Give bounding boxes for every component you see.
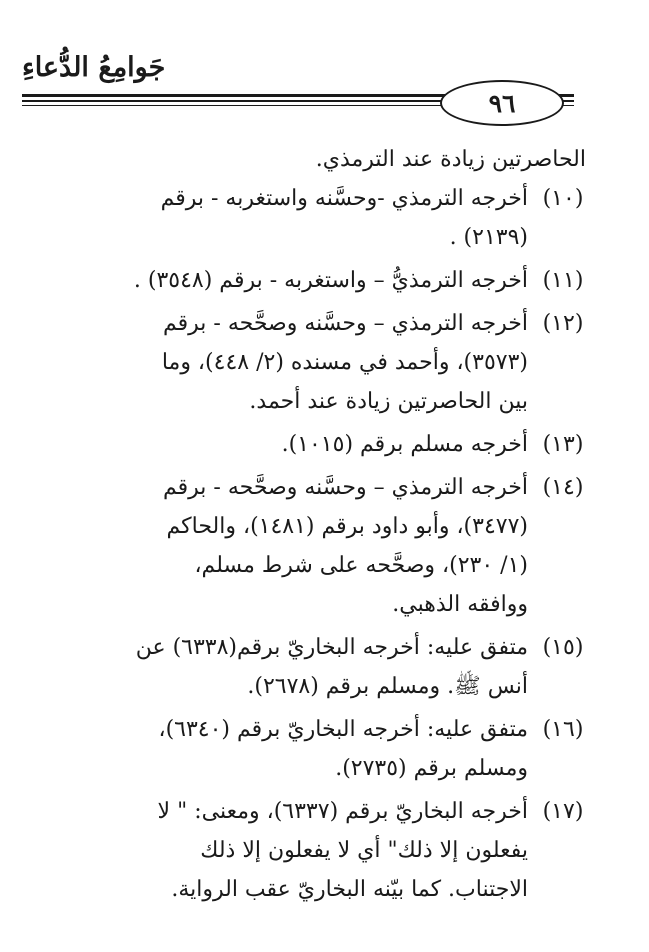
page-header <box>0 0 649 130</box>
footnote-line: يفعلون إلا ذلك" أي لا يفعلون إلا ذلك <box>200 838 528 863</box>
footnote-line: (٢١٣٩) . <box>449 225 528 250</box>
footnote-11 <box>30 261 586 300</box>
footnote-15 <box>30 628 586 706</box>
page-number: ٩٦ <box>488 88 516 118</box>
footnote-number: (١٠) <box>542 186 584 211</box>
footnote-line: أخرجه البخاريّ برقم (٦٣٣٧)، ومعنى: " لا <box>157 799 528 824</box>
footnotes <box>30 140 586 909</box>
footnote-12 <box>30 304 586 421</box>
footnote-line: ومسلم برقم (٢٧٣٥). <box>335 756 528 781</box>
footnote-line: بين الحاصرتين زيادة عند أحمد. <box>249 389 528 414</box>
book-title: جَوامِعُ الدُّعاءِ <box>22 52 166 83</box>
footnote-line: أخرجه الترمذي -وحسَّنه واستغربه - برقم <box>160 186 528 211</box>
footnote-line: (٣٥٧٣)، وأحمد في مسنده (٢/ ٤٤٨)، وما <box>161 350 528 375</box>
footnote-17 <box>30 792 586 909</box>
footnote-line: (١/ ٢٣٠)، وصحَّحه على شرط مسلم، <box>194 553 528 578</box>
footnote-line: متفق عليه: أخرجه البخاريّ برقم(٦٣٣٨) عن <box>135 635 528 660</box>
footnote-line: متفق عليه: أخرجه البخاريّ برقم (٦٣٤٠)، <box>158 717 528 742</box>
footnote-14 <box>30 468 586 624</box>
footnote-line: الاجتناب. كما بيّنه البخاريّ عقب الرواية. <box>171 877 528 902</box>
footnote-line: أنس ﷺ. ومسلم برقم (٢٦٧٨). <box>247 674 528 699</box>
footnote-number: (١٧) <box>542 799 584 824</box>
footnote-13 <box>30 425 586 464</box>
footnote-line: ووافقه الذهبي. <box>392 592 528 617</box>
footnote-line: أخرجه الترمذيُّ – واستغربه - برقم (٣٥٤٨) . <box>133 268 528 293</box>
footnote-number: (١٤) <box>542 475 584 500</box>
footnote-number: (١٥) <box>542 635 584 660</box>
footnote-number: (١١) <box>542 268 584 293</box>
footnote-number: (١٣) <box>542 432 584 457</box>
footnote-number: (١٦) <box>542 717 584 742</box>
page-number-oval <box>440 80 564 126</box>
footnote-line: أخرجه مسلم برقم (١٠١٥). <box>281 432 528 457</box>
footnote-line: أخرجه الترمذي – وحسَّنه وصحَّحه - برقم <box>163 475 528 500</box>
continuation-line: الحاصرتين زيادة عند الترمذي. <box>315 147 586 172</box>
footnote-number: (١٢) <box>542 311 584 336</box>
footnote-10 <box>30 179 586 257</box>
footnote-line: (٣٤٧٧)، وأبو داود برقم (١٤٨١)، والحاكم <box>166 514 528 539</box>
footnote-16 <box>30 710 586 788</box>
footnote-line: أخرجه الترمذي – وحسَّنه وصحَّحه - برقم <box>163 311 528 336</box>
